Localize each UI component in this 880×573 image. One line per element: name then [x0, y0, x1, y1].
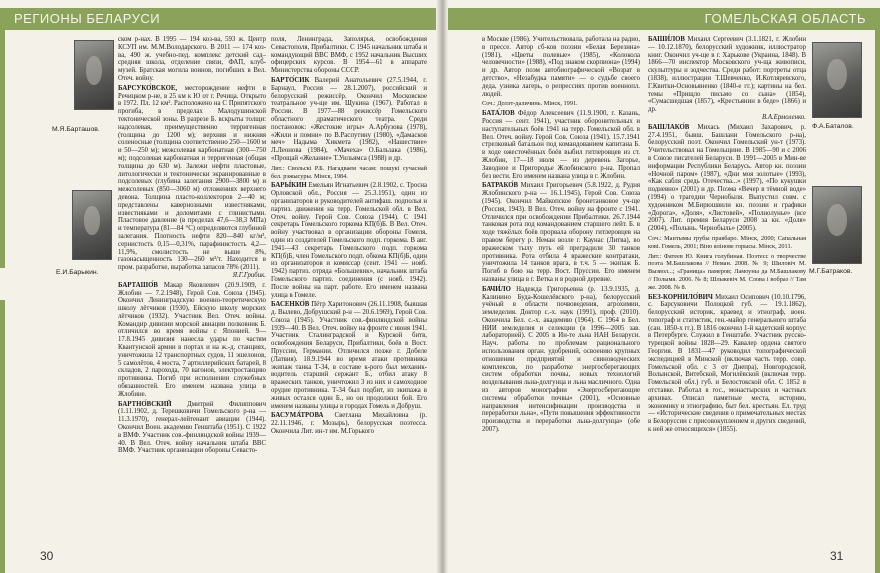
article-head: БАТРАКО́В — [482, 182, 519, 190]
photo-batrakov — [812, 186, 862, 264]
article-batrakov — [482, 182, 640, 283]
article-text: Надежда Григорьевна (р. 13.9.1935, д. Калинино Буда-Кошелёвского р-на), белорусский учёный в области почвоведения, агрохимии, земледелия. Доктор с.-х. наук (1991), проф. (2010). Окончила Бел. с.-х. академию (1964). С 1964 в Бел. НИИ земледелия и селекции (в 1996—2005 зав. лабораторией). С 2005 в Ин-те льна НАН Беларуси. Науч. работы по проблемам рационального использования орган. удобрений, освоению крупных отношении предприятий и свиноводческих комплексов, по разработке энергосберегающих систем обработки почвы, новых технологий возделывания льна-долгунца и льна масличного. Одна из авторов монографии «Энергосберегающие системы обработки почвы» (2001), «Основные направления интенсификации производства и переработки льна», «Пути повышения эффективности производства и переработки льна-долгунца» (обе 2007). — [482, 285, 640, 434]
photo-barykin — [72, 190, 112, 260]
article-text: Светлана Михайловна (р. 22.11.1946, г. Мозырь), белорусская поэтесса. Окончила Лит. ин-т им. М.Горького — [271, 412, 427, 436]
article-bartnovsky — [118, 401, 266, 456]
article-bez-kornilovich — [648, 294, 806, 434]
article-head: БАРЫ́КИН — [271, 182, 307, 190]
article-text: Макар Яковлевич (20.9.1909, г. Жлобин — 7.2.1948), Герой Сов. Союза (1945). Окончил Ленинградскую военно-теоретическую школу лётчиков (1930), Ейскую школу морских лётчиков (1932). Участник Вел. Отеч. войны. Командир дивизии морской авиации полковник Б. отличился во время войны с Японией. 9—17.8.1945 дивизия нанесла удары по частям Квантунской армии в портах и на ж.-д. станциях, уничтожила 12 транспортных судов, 11 эшелонов, 5 самолётов, 4 моста, 7 артиллерийских батарей, 8 складов, 2 парохода, 70 вагонов, электростанцию противника. Погиб при исполнении служебных обязанностей. Его именем названа улица в Жлобине. — [118, 281, 266, 398]
article-text: Пётр Харитонович (26.11.1908, бывшая д. Вылево, Добрушский р-н — 20.6.1969), Герой Сов. Союза (1945). Участник сов.-финляндской войны 1939—40. В Вел. Отеч. войну на фронте с июня 1941. Участник Сталинградской и Курской битв, освобождения Беларуси, Прибалтики, боёв в Вост. Пруссии, Германии. Отличился позже г. Добеле (Латвия). 18.9.1944 во время атаки противника экипаж танка Т-34, в составе к-рого был механик-водитель старший сержант Б., отбил атаку 8 вражеских танков, уничтожил 3 из них и самоходное орудие противника. Т-34 был подбит, из экипажа в живых остался один Б., но он продолжил бой. Его именем названы улицы в городах Гомель и Добруш. — [271, 301, 427, 410]
author-signature: В.А.Ермоленко. — [761, 113, 806, 121]
article-basenkov — [271, 301, 427, 410]
article-bartashov — [118, 282, 266, 399]
literature-note: Лит.: Свольскі Р.Б. Нагадваем часам: пошукі сучаснай бел. рэжысуры. Мінск, 1984. — [271, 164, 427, 180]
left-page-column-2 — [271, 36, 427, 438]
article-head: БАТА́ЛОВ — [482, 110, 515, 118]
article-text: Фёдор Алексеевич (11.9.1900, г. Казань, Россия — сент. 1941), участник оборонительных и наступательных боёв 1941 на терр. Гомельской обл. в Вел. Отеч. войну. Герой Сов. Союза (1941). 15.7.1941 стрелковый батальон под командованием капитана Б. в ходе ожесточённых боёв выбил гитлеровцев из ст. Жлобин, 17—18 июля — из деревень Загорье, Заводное и Пригородье Жлобинского р-на. Пропал без вести. Его именем названа улица в г. Жлобин. — [482, 110, 640, 180]
article-bachilo — [482, 286, 640, 434]
article-text: Михаил Григорьевич (5.8.1922, д. Рудня Жлобинского р-на — 16.1.1945), Герой Сов. Союза (1945). Окончил Майкопское бронетанковое уч-ще (Россия, 1943). В Вел. Отеч. войну на фронте с 1941. Отличился при освобождении Прибалтики. 26.7.1944 танковая рота под командованием старшего лейт. Б. в ходе тяжёлых боёв прорвала оборону гитлеровцев на правом берегу р. Неман возле г. Каунас (Литва), во вражеском тылу путь ей преградили 30 танков противника. Рота отбила 4 вражеские контратаки, уничтожила 14 танков врага, в т.ч. 5 — экипаж Б. Погиб в бою на терр. Вост. Пруссии. Его именем названы улица в г. Ветка и в родной деревне. — [482, 182, 640, 283]
caption-batrakov: М.Г.Батраков. — [809, 268, 853, 275]
article-text: Михаил Осипович (10.10.1796, с. Барсуковичи Полоцкой губ. — 19.1.1862), белорусский историк, краевед и этнограф, воен. топограф и статистик, ген.-майор генерального штаба (сан. 1850-х гг.). В 1816 окончил 1-й кадетский корпус в Петербурге. Служил в Генштабе. Участник русско-турецкой войны 1828—29. Кавалер ордена святого Георгия. В 1831—47 руководил топографической экспедицией в Минской (включая часть терр. совр. Гомельской обл. с 3 от Днепра), Новгородской, Волынской, Витебской, Могилёвской (включая терр. Гомельской обл.) губ. и Белостокской обл. С 1852 в отставке. Работал в гос., монастырских и частных архивах. Описал памятные места, историю, экономику и этнографию, быт бел. крестьян. Ел. труд — «Исторические сведения о примечательных местах в Белоруссии с присовокуплением и других сведений, к ней же относящихся» (1855). — [648, 293, 806, 434]
left-margin-bar-bottom — [0, 300, 5, 573]
photo-bartashov — [74, 40, 114, 110]
caption-barykin: Е.И.Барыкин. — [56, 269, 99, 276]
right-page-header — [448, 8, 880, 30]
article-bartosik — [271, 77, 427, 163]
works-note: Соч.: Мантымы грубы правбаро. Мінск, 2000; Сапальная кові. Гомель, 2001; Віно ялінове горысы. Мінск, 2011. — [648, 234, 806, 250]
book-gutter — [436, 0, 448, 573]
article-bashlakov — [648, 124, 806, 233]
article-head: БЕЗ-КОРНИЛО́ВИЧ — [648, 293, 713, 301]
left-page-column-1 — [118, 36, 266, 457]
article-text: Валерий Анатольевич (27.5.1944, г. Барнаул, Россия — 28.1.2007), российский и белорусский режиссёр. Окончил Московское театральное уч-ще им. Щукина (1967). Работал в России. В 1977—88 режиссёр Гомельского областного драматического театра. Среди постановок: «Жестокие игры» А.Арбузова (1978), «Жили и помни» по В.Распутину (1980), «Дамасков меч» Надыма Хикмета (1982), «Нашествие» Л.Леонова (1984), «Мачеха» О.Бальзака (1986), «Прощай «Желание» Т.Уильямса (1988) и др. — [271, 76, 427, 162]
article-text: Михась (Михаил Захарович, р. 27.4.1951, бывш. Башлани Гомельского р-на), белорусский поэт. Окончил Гомельский ун-т (1973). Учительствовал на Гомельщине. В 1985—90 и с 2006 в Союзе писателей Беларуси. В 1991—2005 в Мин-ве информации Республики Беларусь. Автор кн. поэзии «Ночной паром» (1987), «Дни моя золотые» (1993), «Как сабля средь Отечества...» (1997), «По кукушки подневно» (2001) и др. Поэма «Вечер в тёмной воде» (1994) о трагедии Чернобыля. Выпустил совм. с художником М.Бирюшвили кн. поэзии и графики «Дорога», «Доля», «Листовей», «Полнолунье» (все 2007). Лит. премия Беларуси 2008 за кн. «Доля» (2004), «Полынь. Чернобыль» (2005). — [648, 123, 806, 233]
article-barsukovskoe — [118, 85, 266, 280]
caption-batalov: Ф.А.Баталов. — [812, 123, 854, 130]
author-signature: Я.Г.Грибик. — [232, 271, 266, 279]
article-text: ском р-нах. В 1995 — 194 коз-ва, 593 ж. Центр КСУП им. М.М.Володарского. В 2011 — 174 коз-ва, 490 ж. учебно-пед. комплекс детский сад–средняя школа, отделение связи, ФАП, клуб-музей. Братская могила воинов, погибших в Вел. Отеч. войну. — [118, 36, 266, 82]
article-bashilov — [648, 36, 806, 122]
caption-bartashov: М.Я.Барташов. — [52, 126, 100, 133]
article-batalov — [482, 110, 640, 180]
page-number-left: 30 — [40, 549, 54, 563]
article-head: БАСУМА́ТРОВА — [271, 412, 324, 420]
right-header-title: ГОМЕЛЬСКАЯ ОБЛАСТЬ — [704, 11, 866, 26]
article-text: Емельян Игнатьевич (2.8.1902, с. Троснa Орловской обл., Россия — 25.3.1951), один из организаторов и руководителей антифаш. подполья и партиз. движения на терр. Гомельской обл. в Вел. Отеч. войну. Герой Сов. Союза (1944). С 1941 секретарь Гомельского горкома КП(б)Б. В Вел. Отеч. войну участвовал в организации обороны Гомеля, один из создателей Гомельского подп. горкома. В авг. 1941—43 секретарь Гомельского подп. горкома КП(б)Б, член Гомельского подп. обкома КП(б)Б, один из организаторов и комиссар (сент. 1941 — нояб. 1942) партиз. отряда «Большевик», начальник штаба Гомельского партиз. соединения (с нояб. 1942). После войны на парт. работе. Его именем названа улица в Гомеле. — [271, 182, 427, 299]
article-text: месторождение нефти в Речицком р-не, в 25 км к Ю от г. Речица. Открыто в 1972. Пл. 12 км². Расположено на С Припятского прогиба, в пределах Малодушинской тектонической зоны. В разрезе Б. вскрыты толщи: надсолевая, преимущественно терригенная (толщина до 1200 м); верхняя и нижняя соленосные (толщина соответственно 250—1600 м и 50—250 м); межсолевая карбонатная (300—750 м); подсолевая карбонатная и терригенная (общая толщина до 630 м). Залежи нефти пластовые, литологически и тектонически экранированные в подсолевых (глубина залегания 2900—3800 м) и межсолевых (850—3060 м) отложениях верхнего девона. Толщина пласто-коллекторов 2—40 м; представлены кавернозными известняками, известняками и доломитами с глинистыми. Пластовое давление (в пределах 47,6—38,3 МПа) и температура (81—84 °С) определяются глубиной залегания. Плотность нефти 820—840 кг/м³, сернистость 0,15—0,31%, парафинистость 4,2—11,9%, смолистость не выше 8%, газонасыщенность 130—260 м³/т. Находится в пром. разработке, выработка запасов 78% (2011). — [118, 84, 267, 272]
literature-note: Соч.: Долэт-даличинь. Мінск, 1991. — [482, 100, 578, 108]
article-head: БАРТАШО́В — [118, 281, 158, 289]
left-page-header — [0, 8, 436, 30]
page-number-right: 31 — [830, 549, 844, 563]
article-head: БАРСУКО́ВСКОЕ, — [118, 84, 178, 92]
article-barykin — [271, 182, 427, 299]
right-page-column-1 — [482, 36, 640, 436]
article-text: Михаил Сергеевич (3.1.1821, г. Жлобин — 10.12.1870), белорусский художник, иллюстратор книг. Окончил уч-ще в г. Харькове (Украина, 1848). В 1866—70 инспектор Московского уч-ща живописи, скульптуры и зодчества. Среди работ: портреты отца (1838), иллюстрации Т.Шевченко, И.Котляревского, Г.Квитки-Основьяненко (1840-е гг.); картины на бел. темы «Прищло письмо со сына» (1854), «Сумасшедшая (1857), «Крестьянин в беде» (1866) и др. — [648, 36, 806, 114]
article-basumatrova — [271, 412, 427, 435]
literature-note: Лит.: Фатеев Ю. Книга голубиная. Поэтесс о творчестве поэта М.Башлакова // Неман. 2008. № 9; Шиловіч М. Вызвол...; «Граница» памеров; Ламоуны да М.Башлакову // Полымя. 2006. № 8; Шлыкевіч М. Слова і вобраз // Там же. 2008. № 8. — [648, 252, 806, 291]
article-head: БАШИ́ЛОВ — [648, 36, 685, 43]
right-page-column-2 — [648, 36, 806, 436]
article-head: БАСЕНКО́В — [271, 301, 310, 309]
article-head: БАРТО́СИК — [271, 76, 310, 84]
right-margin-bar — [875, 30, 880, 573]
left-margin-bar-top — [0, 30, 5, 268]
article-text: поля, Ленинграда, Заполярья, освобождения Севастополя, Прибалтики. С 1945 начальник штаба и командующий ВВС ВМФ, с 1952 начальник Высших офицерских курсов. В 1954—61 в аппарате Министерства обороны СССР. — [271, 36, 427, 75]
photo-batalov — [812, 42, 862, 118]
article-head: БАШЛАКО́В — [648, 123, 690, 131]
article-text: Дмитрий Филиппович (1.11.1902, д. Терешковичи Гомельского р-на — 11.3.1970), генерал-лейтенант авиации (1944). Окончил Воен. академию Генштаба (1951). С 1922 в ВМФ. Участник сов.-финляндской войны 1939—40. В Вел. Отеч. войну начальник штаба ВВС ВМФ. Участник организации обороны Севасто- — [118, 400, 266, 455]
article-text: в Москве (1986). Учительствовала, работала на радио, в прессе. Автор сб-ков поэзии «Белая Березина» (1981), «Цветы полевые» (1985), «Колокола человечности» (1988), «Под знаком скорпиона» (1994) и др. Автор поэм автобиографической «Возрат в детство», «Незабудка памяти» — о судьбе своего деда, узника лагерь, о репрессиях против военнопл. людей. — [482, 36, 640, 98]
left-header-title: РЕГИОНЫ БЕЛАРУСИ — [14, 11, 161, 26]
article-head: БАЧИ́ЛО — [482, 285, 511, 293]
article-head: БАРТНО́ВСКИЙ — [118, 400, 172, 408]
